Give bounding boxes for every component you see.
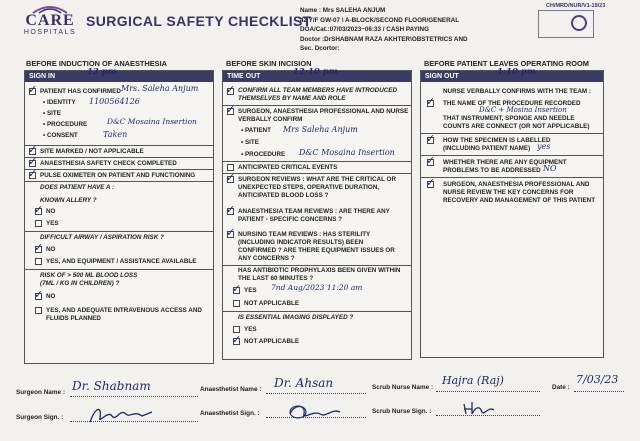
anaesthetist-sign-label: Anaesthetist Sign. : bbox=[200, 410, 260, 417]
sign-in-bar bbox=[25, 67, 213, 82]
scrub-nurse-name-label: Scrub Nurse Name : bbox=[372, 384, 434, 391]
divider bbox=[421, 133, 603, 134]
surgeon-name-label: Surgeon Name : bbox=[16, 389, 66, 396]
blood-loss-question-2: (7ML / KG IN CHILDREN) ? bbox=[40, 280, 120, 287]
seal-icon bbox=[571, 15, 587, 31]
anaesthetist-name-label: Anaesthetist Name : bbox=[200, 386, 262, 393]
patient-ward: 42 Y/F GW-07 \ A-BLOCK/SECOND FLOOR/GENERAL bbox=[300, 16, 460, 24]
check-mark-icon: ✓ bbox=[34, 242, 44, 254]
critical-events-checkbox[interactable] bbox=[227, 164, 234, 171]
check-mark-icon: ✓ bbox=[34, 289, 44, 301]
time-out-panel bbox=[222, 67, 412, 360]
blood-yes-label: YES, AND ADEQUATE INTRAVENOUS ACCESS AND bbox=[46, 307, 202, 314]
to-patient-value[interactable]: Mrs Saleha Anjum bbox=[283, 125, 358, 134]
date-value[interactable]: 7/03/23 bbox=[576, 373, 619, 386]
confirmed-label: PATIENT HAS CONFIRMED bbox=[40, 88, 121, 95]
specimen-value[interactable]: yes bbox=[537, 142, 551, 151]
equipment-label: WHETHER THERE ARE ANY EQUIPMENT bbox=[443, 159, 567, 166]
pulse-oximeter-label: PULSE OXIMETER ON PATIENT AND FUNCTIONING bbox=[40, 172, 196, 179]
airway-yes-label: YES, AND EQUIPMENT / ASSISTANCE AVAILABLE bbox=[46, 258, 197, 265]
sign-out-panel bbox=[420, 67, 604, 358]
check-mark-icon: ✓ bbox=[28, 144, 38, 156]
sign-out-section-title: BEFORE PATIENT LEAVES OPERATING ROOM bbox=[424, 59, 589, 68]
blood-loss-question: RISK OF > 500 ML BLOOD LOSS bbox=[40, 272, 138, 279]
does-patient-have-label: DOES PATIENT HAVE A : bbox=[40, 184, 115, 191]
check-mark-icon: ✓ bbox=[226, 227, 236, 239]
antibiotic-yes-label: YES bbox=[244, 287, 257, 294]
nursing-review-label-2: (INCLUDING INDICATOR RESULTS) BEEN bbox=[238, 239, 364, 246]
counts-label: THAT INSTRUMENT, SPONGE AND NEEDLE bbox=[443, 115, 575, 122]
surgeon-sign-label: Surgeon Sign. : bbox=[16, 414, 64, 421]
anaesthetist-signature-icon[interactable] bbox=[284, 400, 344, 422]
imaging-na-label: NOT APPLICABLE bbox=[244, 338, 300, 345]
to-procedure-value[interactable]: D&C Mosaina Insertion bbox=[299, 148, 395, 157]
divider bbox=[223, 265, 411, 266]
identity-label: • IDENTITY bbox=[43, 99, 76, 106]
to-site-label: • SITE bbox=[241, 139, 259, 146]
patient-details bbox=[300, 2, 530, 54]
allergy-yes-label: YES bbox=[46, 220, 59, 227]
consent-value[interactable]: Taken bbox=[103, 130, 128, 139]
surgeon-signature-icon[interactable] bbox=[86, 404, 156, 426]
time-out-section-title: BEFORE SKIN INCISION bbox=[226, 59, 312, 68]
surgeon-name-value[interactable]: Dr. Shabnam bbox=[72, 379, 151, 393]
procedure-value[interactable]: D&C Mosaina Insertion bbox=[107, 117, 197, 126]
confirmed-name[interactable]: Mrs. Saleha Anjum bbox=[121, 84, 199, 93]
recovery-review-label: SURGEON, ANAESTHESIA PROFESSIONAL AND bbox=[443, 181, 590, 188]
patient-sec-doctor: Sec. Dcortor: bbox=[300, 45, 340, 53]
antibiotic-date[interactable]: 7nd Aug/2023 11:20 am bbox=[271, 283, 363, 292]
allergy-question: KNOWN ALLERY ? bbox=[40, 197, 97, 204]
antibiotic-na-checkbox[interactable] bbox=[233, 300, 240, 307]
anaesthesia-review-label: ANAESTHESIA TEAM REVIEWS : ARE THERE ANY bbox=[238, 208, 390, 215]
check-mark-icon: ✓ bbox=[28, 84, 38, 96]
divider bbox=[223, 105, 411, 106]
equipment-value[interactable]: NO bbox=[543, 164, 557, 173]
sign-in-section-title: BEFORE INDUCTION OF ANAESTHESIA bbox=[26, 59, 167, 68]
check-mark-icon: ✓ bbox=[426, 96, 436, 108]
team-introduced-label-2: THEMSELVES BY NAME AND ROLE bbox=[238, 95, 346, 102]
anaesthesia-review-label-2: PATIENT - SPECIFIC CONCERNS ? bbox=[238, 216, 343, 223]
allergy-no-label: NO bbox=[46, 208, 56, 215]
divider bbox=[25, 269, 213, 270]
counts-label-2: COUNTS ARE CONNECT (OR NOT APPLICABLE) bbox=[443, 123, 590, 130]
sign-in-label: SIGN IN bbox=[29, 73, 56, 80]
critical-events-label: ANTICIPATED CRITICAL EVENTS bbox=[238, 164, 338, 171]
page-title: SURGICAL SAFETY CHECKLIST bbox=[86, 13, 312, 29]
airway-no-label: NO bbox=[46, 246, 56, 253]
divider bbox=[25, 145, 213, 146]
to-patient-label: • PATIENT bbox=[241, 127, 271, 134]
surgeon-review-label-2: UNEXPECTED STEPS, OPERATIVE DURATION, bbox=[238, 184, 380, 191]
date-line bbox=[574, 391, 624, 392]
document-code: CH/MRD/NUR/V1-19/23 bbox=[546, 3, 606, 9]
check-mark-icon: ✓ bbox=[232, 334, 242, 346]
sign-out-bar bbox=[421, 67, 603, 82]
imaging-question: IS ESSENTIAL IMAGING DISPLAYED ? bbox=[238, 314, 354, 321]
divider bbox=[421, 177, 603, 178]
divider bbox=[223, 173, 411, 174]
anaesthetist-name-line bbox=[266, 393, 366, 394]
time-out-label: TIME OUT bbox=[227, 73, 261, 80]
patient-name: Name : Mrs SALEHA ANJUM bbox=[300, 7, 386, 14]
team-introduced-label: CONFIRM ALL TEAM MEMBERS HAVE INTRODUCED bbox=[238, 87, 398, 94]
check-mark-icon: ✓ bbox=[226, 104, 236, 116]
scrub-nurse-signature-icon[interactable] bbox=[460, 398, 500, 418]
anaesthetist-name-value[interactable]: Dr. Ahsan bbox=[274, 376, 334, 390]
divider bbox=[421, 155, 603, 156]
nurse-confirms-label: NURSE VERBALLY CONFIRMS WITH THE TEAM : bbox=[443, 88, 591, 95]
divider bbox=[223, 311, 411, 312]
blood-no-label: NO bbox=[46, 293, 56, 300]
care-hospitals-logo bbox=[22, 4, 78, 37]
date-label: Date : bbox=[552, 384, 570, 391]
time-out-time: 12:10 pm bbox=[293, 67, 338, 77]
surgeon-name-line bbox=[70, 396, 198, 397]
antibiotic-question-2: THE LAST 60 MINUTES ? bbox=[238, 275, 314, 282]
nursing-review-label-3: CONFIRMED ? ARE THERE EQUIPMENT ISSUES OR bbox=[238, 247, 395, 254]
sign-in-time: 12 pm bbox=[87, 67, 117, 77]
nursing-review-label: NURSING TEAM REVIEWS : HAS STERILITY bbox=[238, 231, 371, 238]
recovery-review-label-2: NURSE REVIEW THE KEY CONCERNS FOR bbox=[443, 189, 574, 196]
airway-yes-checkbox[interactable] bbox=[35, 258, 42, 265]
check-mark-icon: ✓ bbox=[34, 204, 44, 216]
consent-label: • CONSENT bbox=[43, 132, 78, 139]
specimen-label-2: (INCLUDING PATIENT NAME) bbox=[443, 145, 531, 152]
check-mark-icon: ✓ bbox=[226, 172, 236, 184]
sign-in-panel bbox=[24, 67, 214, 364]
check-mark-icon: ✓ bbox=[426, 133, 436, 145]
airway-question: DIFFICULT AIRWAY / ASPIRATION RISK ? bbox=[40, 234, 164, 241]
allergy-yes-checkbox[interactable] bbox=[35, 220, 42, 227]
nursing-review-label-4: ANY CONCERNS ? bbox=[238, 255, 295, 262]
check-mark-icon: ✓ bbox=[426, 155, 436, 167]
logo-subtitle: HOSPITALS bbox=[23, 29, 77, 36]
sign-out-time: 1:10 pm bbox=[497, 67, 536, 77]
verbal-confirm-label-2: VERBALLY CONFIRM bbox=[238, 116, 303, 123]
antibiotic-question: HAS ANTIBIOTIC PROPHYLAXIS BEEN GIVEN WITHIN bbox=[238, 267, 401, 274]
specimen-label: HOW THE SPECIMEN IS LABELLED bbox=[443, 137, 551, 144]
surgeon-review-label-3: ANTICIPATED BLOOD LOSS ? bbox=[238, 192, 329, 199]
divider bbox=[25, 169, 213, 170]
divider bbox=[25, 231, 213, 232]
scrub-nurse-name-line bbox=[436, 391, 540, 392]
check-mark-icon: ✓ bbox=[226, 204, 236, 216]
recovery-review-label-3: RECOVERY AND MANAGEMENT OF THIS PATIENT bbox=[443, 197, 596, 204]
blood-yes-label-2: FLUIDS PLANNED bbox=[46, 315, 101, 322]
divider bbox=[223, 161, 411, 162]
patient-doctor: Doctor :DrSHABNAM RAZA AKHTER\OBSTETRICS AND bbox=[300, 35, 468, 43]
imaging-yes-checkbox[interactable] bbox=[233, 326, 240, 333]
check-mark-icon: ✓ bbox=[28, 156, 38, 168]
divider bbox=[25, 181, 213, 182]
equipment-label-2: PROBLEMS TO BE ADDRESSED bbox=[443, 167, 541, 174]
procedure-recorded-value[interactable]: D&C + Mosina Insertion bbox=[479, 106, 567, 114]
time-out-bar bbox=[223, 67, 411, 82]
logo-name: CARE bbox=[25, 12, 75, 29]
anaesthesia-check-label: ANAESTHESIA SAFETY CHECK COMPLETED bbox=[40, 160, 177, 167]
verbal-confirm-label: SURGEON, ANAESTHESIA PROFESSIONAL AND NURSE bbox=[238, 108, 409, 115]
check-mark-icon: ✓ bbox=[28, 168, 38, 180]
antibiotic-na-label: NOT APPLICABLE bbox=[244, 300, 300, 307]
procedure-recorded-label: THE NAME OF THE PROCEDURE RECORDED bbox=[443, 100, 581, 107]
imaging-yes-label: YES bbox=[244, 326, 257, 333]
surgeon-review-label: SURGEON REVIEWS : WHAT ARE THE CRITICAL OR bbox=[238, 176, 397, 183]
to-procedure-label: • PROCEDURE bbox=[241, 151, 286, 158]
check-mark-icon: ✓ bbox=[226, 84, 236, 96]
check-mark-icon: ✓ bbox=[426, 177, 436, 189]
identity-value[interactable]: 1100564126 bbox=[89, 97, 140, 106]
site-marked-label: SITE MARKED / NOT APPLICABLE bbox=[40, 148, 144, 155]
divider bbox=[25, 157, 213, 158]
scrub-nurse-name-value[interactable]: Hajra (Raj) bbox=[442, 374, 504, 387]
patient-admission: DOA/Cat.:07/03/2023~06:33 / CASH PAYING bbox=[300, 26, 429, 34]
blood-yes-checkbox[interactable] bbox=[35, 307, 42, 314]
check-mark-icon: ✓ bbox=[232, 283, 242, 295]
scrub-nurse-sign-label: Scrub Nurse Sign. : bbox=[372, 408, 432, 415]
procedure-label: • PROCEDURE bbox=[43, 121, 88, 128]
sign-out-label: SIGN OUT bbox=[425, 73, 459, 80]
site-label: • SITE bbox=[43, 110, 61, 117]
